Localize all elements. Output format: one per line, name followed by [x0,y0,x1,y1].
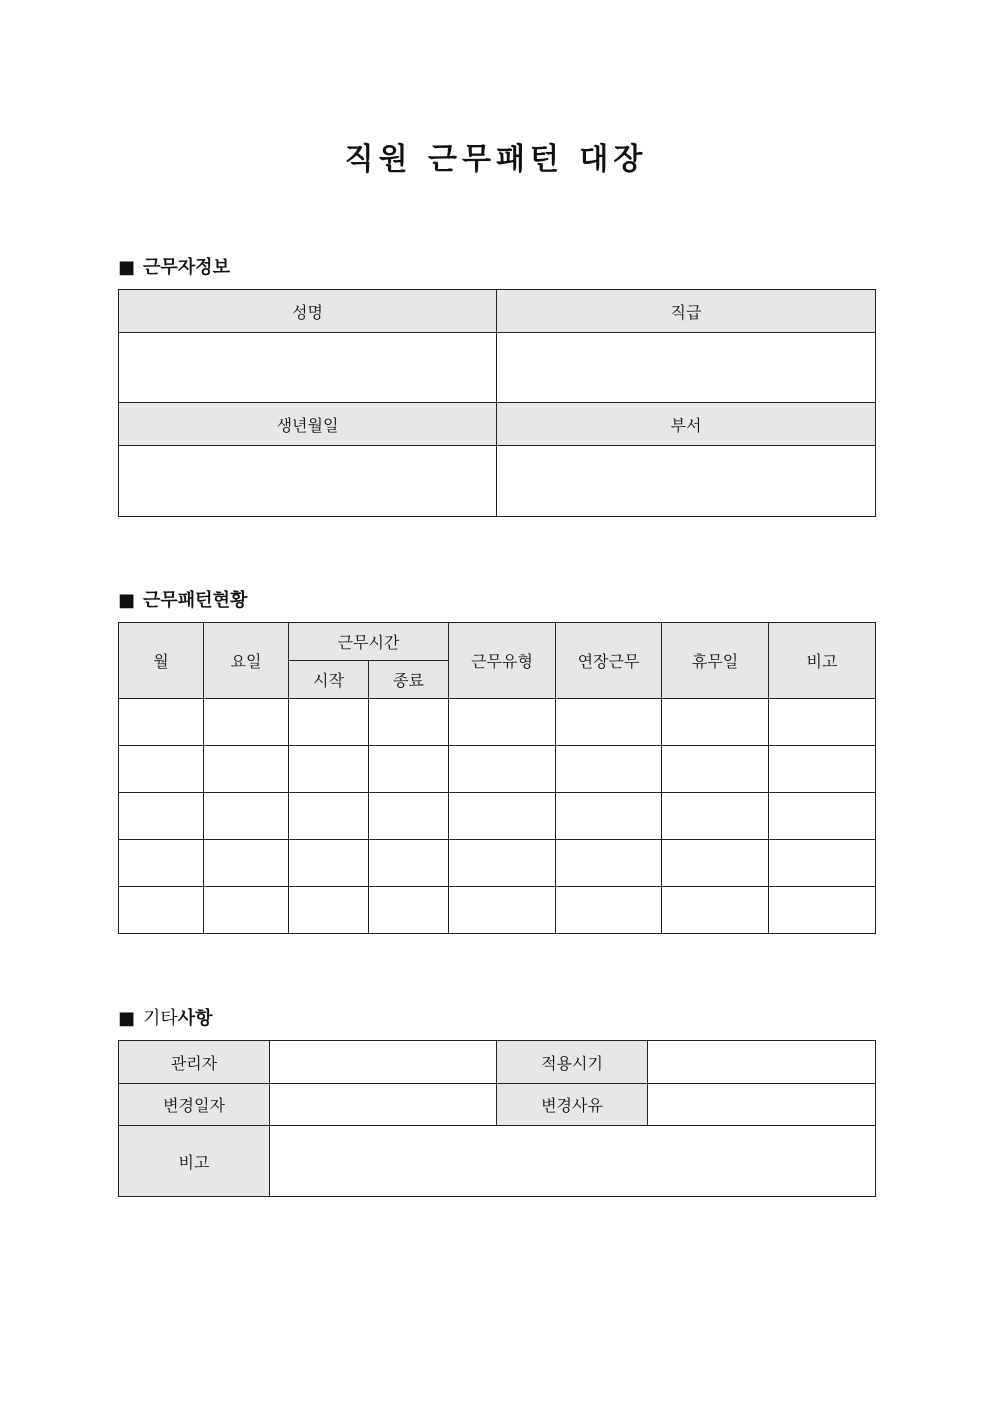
position-field[interactable] [497,333,876,403]
note-cell[interactable] [769,887,876,934]
note-cell[interactable] [769,793,876,840]
table-row [119,840,876,887]
table-row [119,746,876,793]
department-field[interactable] [497,446,876,517]
weekday-cell[interactable] [204,746,289,793]
note-header: 비고 [769,623,876,699]
square-bullet-icon: ■ [118,590,136,611]
end-cell[interactable] [369,746,449,793]
table-row [119,793,876,840]
month-cell[interactable] [119,840,204,887]
change-reason-label: 변경사유 [497,1084,648,1126]
note-field[interactable] [270,1126,876,1197]
weekday-cell[interactable] [204,840,289,887]
change-date-field[interactable] [270,1084,497,1126]
birth-field[interactable] [119,446,497,517]
position-label: 직급 [497,290,876,333]
section-title-light: 기타 [143,1008,178,1029]
start-header: 시작 [289,661,369,699]
other-info-table [118,1040,876,1197]
apply-date-label: 적용시기 [497,1041,648,1084]
section-title-bold: 사항 [177,1008,213,1029]
note-cell[interactable] [769,746,876,793]
holiday-cell[interactable] [662,793,769,840]
weekday-cell[interactable] [204,887,289,934]
holiday-cell[interactable] [662,840,769,887]
work-time-header: 근무시간 [289,623,449,661]
weekday-cell[interactable] [204,793,289,840]
apply-date-field[interactable] [648,1041,876,1084]
holiday-cell[interactable] [662,887,769,934]
end-cell[interactable] [369,840,449,887]
birth-label: 생년월일 [119,403,497,446]
table-row [119,887,876,934]
overtime-cell[interactable] [556,887,662,934]
end-header: 종료 [369,661,449,699]
worker-info-table [118,289,876,517]
change-reason-field[interactable] [648,1084,876,1126]
start-cell[interactable] [289,746,369,793]
end-cell[interactable] [369,887,449,934]
section-work-pattern-heading [118,586,247,612]
work-type-cell[interactable] [449,699,556,746]
square-bullet-icon: ■ [118,257,136,278]
change-date-label: 변경일자 [119,1084,270,1126]
end-cell[interactable] [369,793,449,840]
month-header: 월 [119,623,204,699]
overtime-cell[interactable] [556,699,662,746]
name-field[interactable] [119,333,497,403]
square-bullet-icon: ■ [118,1008,136,1029]
manager-field[interactable] [270,1041,497,1084]
name-label: 성명 [119,290,497,333]
month-cell[interactable] [119,887,204,934]
weekday-cell[interactable] [204,699,289,746]
work-type-cell[interactable] [449,887,556,934]
month-cell[interactable] [119,746,204,793]
start-cell[interactable] [289,887,369,934]
start-cell[interactable] [289,840,369,887]
start-cell[interactable] [289,699,369,746]
start-cell[interactable] [289,793,369,840]
work-type-cell[interactable] [449,746,556,793]
section-other-heading [118,1004,213,1030]
work-type-cell[interactable] [449,793,556,840]
section-worker-info-heading [118,253,230,279]
note-cell[interactable] [769,840,876,887]
overtime-cell[interactable] [556,746,662,793]
end-cell[interactable] [369,699,449,746]
manager-label: 관리자 [119,1041,270,1084]
section-title: 근무패턴현황 [143,590,248,611]
work-type-header: 근무유형 [449,623,556,699]
overtime-cell[interactable] [556,840,662,887]
section-title: 근무자정보 [143,257,230,278]
note-label: 비고 [119,1126,270,1197]
month-cell[interactable] [119,699,204,746]
holiday-header: 휴무일 [662,623,769,699]
weekday-header: 요일 [204,623,289,699]
work-type-cell[interactable] [449,840,556,887]
overtime-header: 연장근무 [556,623,662,699]
page-title: 직원 근무패턴 대장 [344,142,648,177]
overtime-cell[interactable] [556,793,662,840]
table-row [119,699,876,746]
holiday-cell[interactable] [662,699,769,746]
holiday-cell[interactable] [662,746,769,793]
work-pattern-table [118,622,876,934]
month-cell[interactable] [119,793,204,840]
note-cell[interactable] [769,699,876,746]
department-label: 부서 [497,403,876,446]
